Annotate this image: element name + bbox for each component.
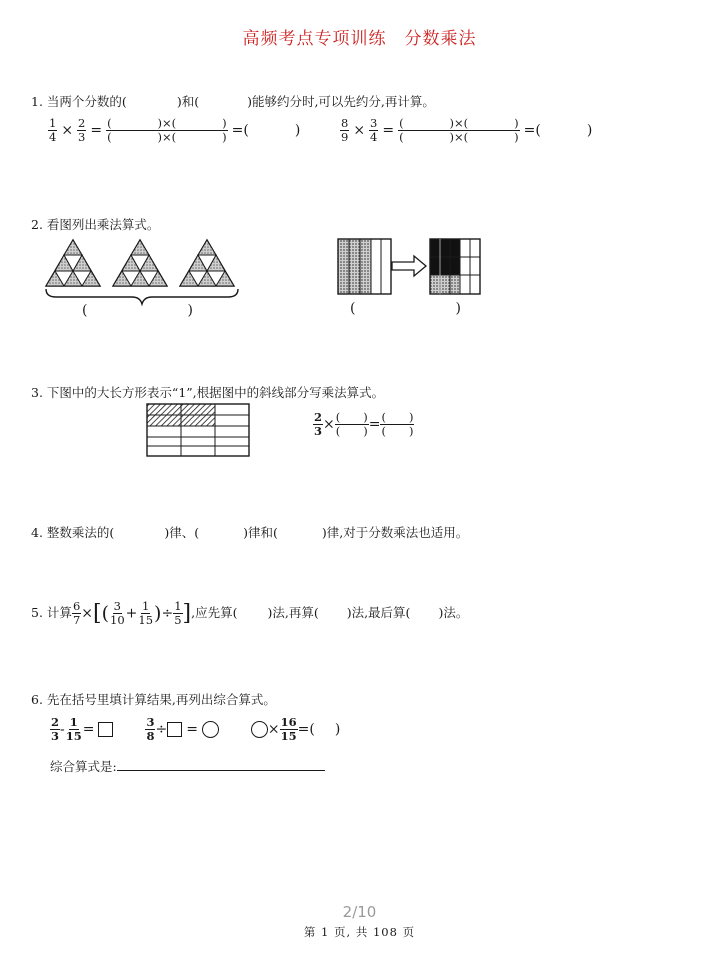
combined-answer-line[interactable] bbox=[117, 770, 325, 771]
equals-sign: = bbox=[90, 122, 103, 139]
fraction: $\frac{3}{10}$ bbox=[110, 599, 125, 627]
q3-rectangle bbox=[145, 402, 251, 458]
fraction: $\frac{2}{3}$ bbox=[314, 410, 323, 438]
rectangles-figure bbox=[334, 234, 484, 298]
triangle-1 bbox=[46, 240, 100, 286]
answer-square[interactable] bbox=[167, 722, 182, 737]
blank-fraction: $\frac{( )}{( )}$ bbox=[335, 410, 368, 438]
q6-text: 6. 先在括号里填计算结果,再列出综合算式。 bbox=[31, 692, 276, 707]
answer-circle[interactable] bbox=[202, 721, 219, 738]
q6-expressions: $\frac{2}{3}$ - $\frac{1}{15}$ = $\frac{3}{8}$ ÷ = × $\frac{16}{15}$ =( ) bbox=[51, 715, 341, 743]
q6-combined: 综合算式是: bbox=[50, 757, 325, 775]
equals-sign: = bbox=[523, 122, 536, 139]
q2-answer-right: ( ) bbox=[350, 300, 461, 317]
page-indicator: 2/10 bbox=[342, 903, 377, 921]
left-rectangle bbox=[338, 239, 391, 294]
fraction: $\frac{8}{9}$ bbox=[341, 116, 349, 144]
q4-text: 4. 整数乘法的( )律、( )律和( )律,对于分数乘法也适用。 bbox=[31, 525, 469, 540]
fraction: $\frac{2}{3}$ bbox=[78, 116, 86, 144]
fraction: $\frac{16}{15}$ bbox=[280, 715, 297, 743]
fraction: $\frac{1}{5}$ bbox=[174, 599, 182, 627]
page-footer: 第 1 页, 共 108 页 bbox=[303, 925, 416, 939]
q1-text-c: )能够约分时,可以先约分,再计算。 bbox=[247, 94, 435, 109]
page-title: 高频考点专项训练 分数乘法 bbox=[242, 29, 477, 49]
q1-text-b: )和( bbox=[176, 94, 200, 109]
fraction: $\frac{1}{15}$ bbox=[138, 599, 154, 627]
fraction: $\frac{3}{8}$ bbox=[146, 715, 155, 743]
q3-text: 3. 下图中的大长方形表示“1”,根据图中的斜线部分写乘法算式。 bbox=[31, 385, 385, 400]
q3-expression: $\frac{2}{3}$ × $\frac{( )}{( )}$ = $\frac{( )}{( )}$ bbox=[314, 410, 414, 438]
arrow-icon bbox=[392, 256, 426, 276]
q1-expression-1: $\frac{1}{4}$ × $\frac{2}{3}$ = $\frac{( )\times( )}{( )\times( )}$ =( ) bbox=[49, 116, 301, 144]
q1-expression-2: $\frac{8}{9}$ × $\frac{3}{4}$ = $\frac{( )\times( )}{( )\times( )}$ =( ) bbox=[341, 116, 593, 144]
fraction: $\frac{1}{4}$ bbox=[49, 116, 57, 144]
fraction: $\frac{2}{3}$ bbox=[51, 715, 60, 743]
blank-fraction: $\frac{( )\times( )}{( )\times( )}$ bbox=[399, 116, 519, 144]
blank-fraction: $\frac{( )\times( )}{( )\times( )}$ bbox=[107, 116, 227, 144]
fraction: $\frac{3}{4}$ bbox=[370, 116, 378, 144]
q1-text-a: 当两个分数的( bbox=[46, 94, 127, 109]
equals-sign: = bbox=[231, 122, 244, 139]
q5-text: 5. 计算 $\frac{6}{7}$ ×[( $\frac{3}{10}$ + $\frac{1}{15}$ )÷ $\frac{1}{5}$ ],应先算( )法,再算( )法,最后算( )法。 bbox=[31, 599, 469, 627]
triangle-2 bbox=[113, 240, 167, 286]
equals-sign: = bbox=[382, 122, 395, 139]
q1-number: 1. bbox=[31, 94, 43, 109]
q2-text: 2. 看图列出乘法算式。 bbox=[31, 217, 160, 232]
blank-fraction: $\frac{( )}{( )}$ bbox=[381, 410, 414, 438]
fraction: $\frac{1}{15}$ bbox=[65, 715, 82, 743]
answer-square[interactable] bbox=[98, 722, 113, 737]
times-sign: × bbox=[353, 122, 366, 139]
fraction: $\frac{6}{7}$ bbox=[72, 599, 81, 627]
q2-answer-left: ( ) bbox=[82, 302, 193, 319]
right-rectangle bbox=[430, 239, 480, 294]
triangle-3 bbox=[180, 240, 234, 286]
q1-text bbox=[31, 92, 435, 110]
answer-circle[interactable] bbox=[251, 721, 268, 738]
times-sign: × bbox=[61, 122, 74, 139]
